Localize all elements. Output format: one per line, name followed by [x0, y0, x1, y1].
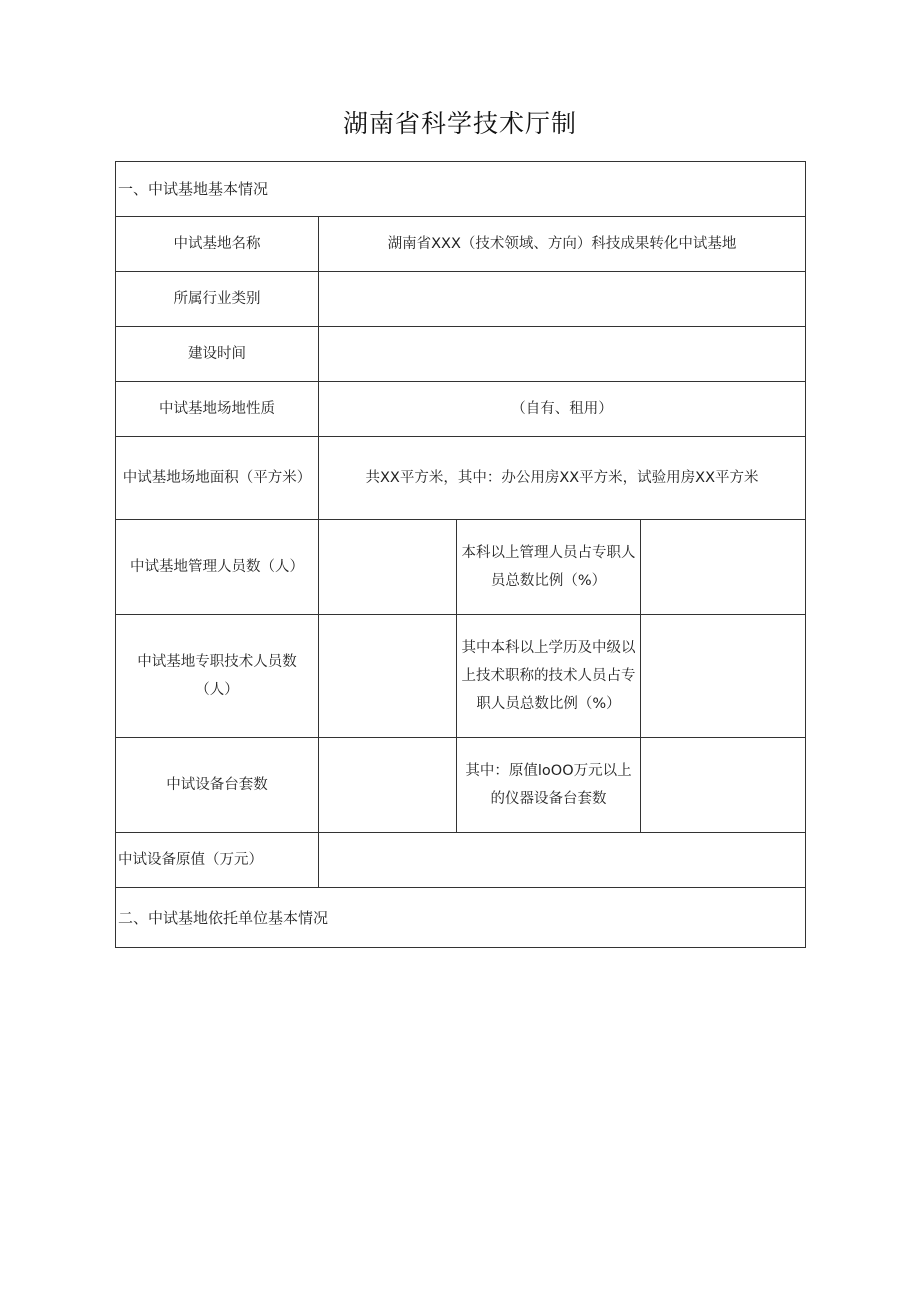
equipment-count-label: 中试设备台套数 — [116, 738, 319, 833]
industry-value[interactable] — [319, 272, 806, 327]
row-manager-count — [116, 520, 806, 615]
equipment-count-value[interactable] — [319, 738, 457, 833]
site-nature-value[interactable]: （自有、租用） — [319, 382, 806, 437]
base-name-value[interactable]: 湖南省XXX（技术领域、方向）科技成果转化中试基地 — [319, 217, 806, 272]
build-time-label: 建设时间 — [116, 327, 319, 382]
section-basic-row — [116, 162, 806, 217]
tech-ratio-value[interactable] — [641, 615, 806, 738]
site-area-label: 中试基地场地面积（平方米） — [116, 437, 319, 520]
manager-count-label: 中试基地管理人员数（人） — [116, 520, 319, 615]
equipment-value-label: 中试设备原值（万元） — [116, 833, 319, 888]
row-site-area — [116, 437, 806, 520]
page-title: 湖南省科学技术厅制 — [342, 109, 577, 138]
industry-label: 所属行业类别 — [116, 272, 319, 327]
section-basic-heading: 一、中试基地基本情况 — [116, 162, 806, 217]
site-nature-label: 中试基地场地性质 — [116, 382, 319, 437]
row-industry — [116, 272, 806, 327]
equipment-high-value[interactable] — [641, 738, 806, 833]
equipment-value-value[interactable] — [319, 833, 806, 888]
tech-count-value[interactable] — [319, 615, 457, 738]
section-host-row — [116, 888, 806, 948]
row-equipment-value — [116, 833, 806, 888]
row-tech-count — [116, 615, 806, 738]
row-build-time — [116, 327, 806, 382]
base-info-form — [115, 161, 806, 948]
base-name-label: 中试基地名称 — [116, 217, 319, 272]
manager-ratio-label: 本科以上管理人员占专职人员总数比例（%） — [457, 520, 641, 615]
site-area-value[interactable]: 共XX平方米，其中：办公用房XX平方米，试验用房XX平方米 — [319, 437, 806, 520]
row-site-nature — [116, 382, 806, 437]
row-base-name — [116, 217, 806, 272]
row-equipment-count — [116, 738, 806, 833]
manager-ratio-value[interactable] — [641, 520, 806, 615]
tech-count-label: 中试基地专职技术人员数（人） — [116, 615, 319, 738]
section-host-heading: 二、中试基地依托单位基本情况 — [116, 888, 806, 948]
equipment-high-label: 其中：原值loOO万元以上的仪器设备台套数 — [457, 738, 641, 833]
tech-ratio-label: 其中本科以上学历及中级以上技术职称的技术人员占专职人员总数比例（%） — [457, 615, 641, 738]
build-time-value[interactable] — [319, 327, 806, 382]
manager-count-value[interactable] — [319, 520, 457, 615]
